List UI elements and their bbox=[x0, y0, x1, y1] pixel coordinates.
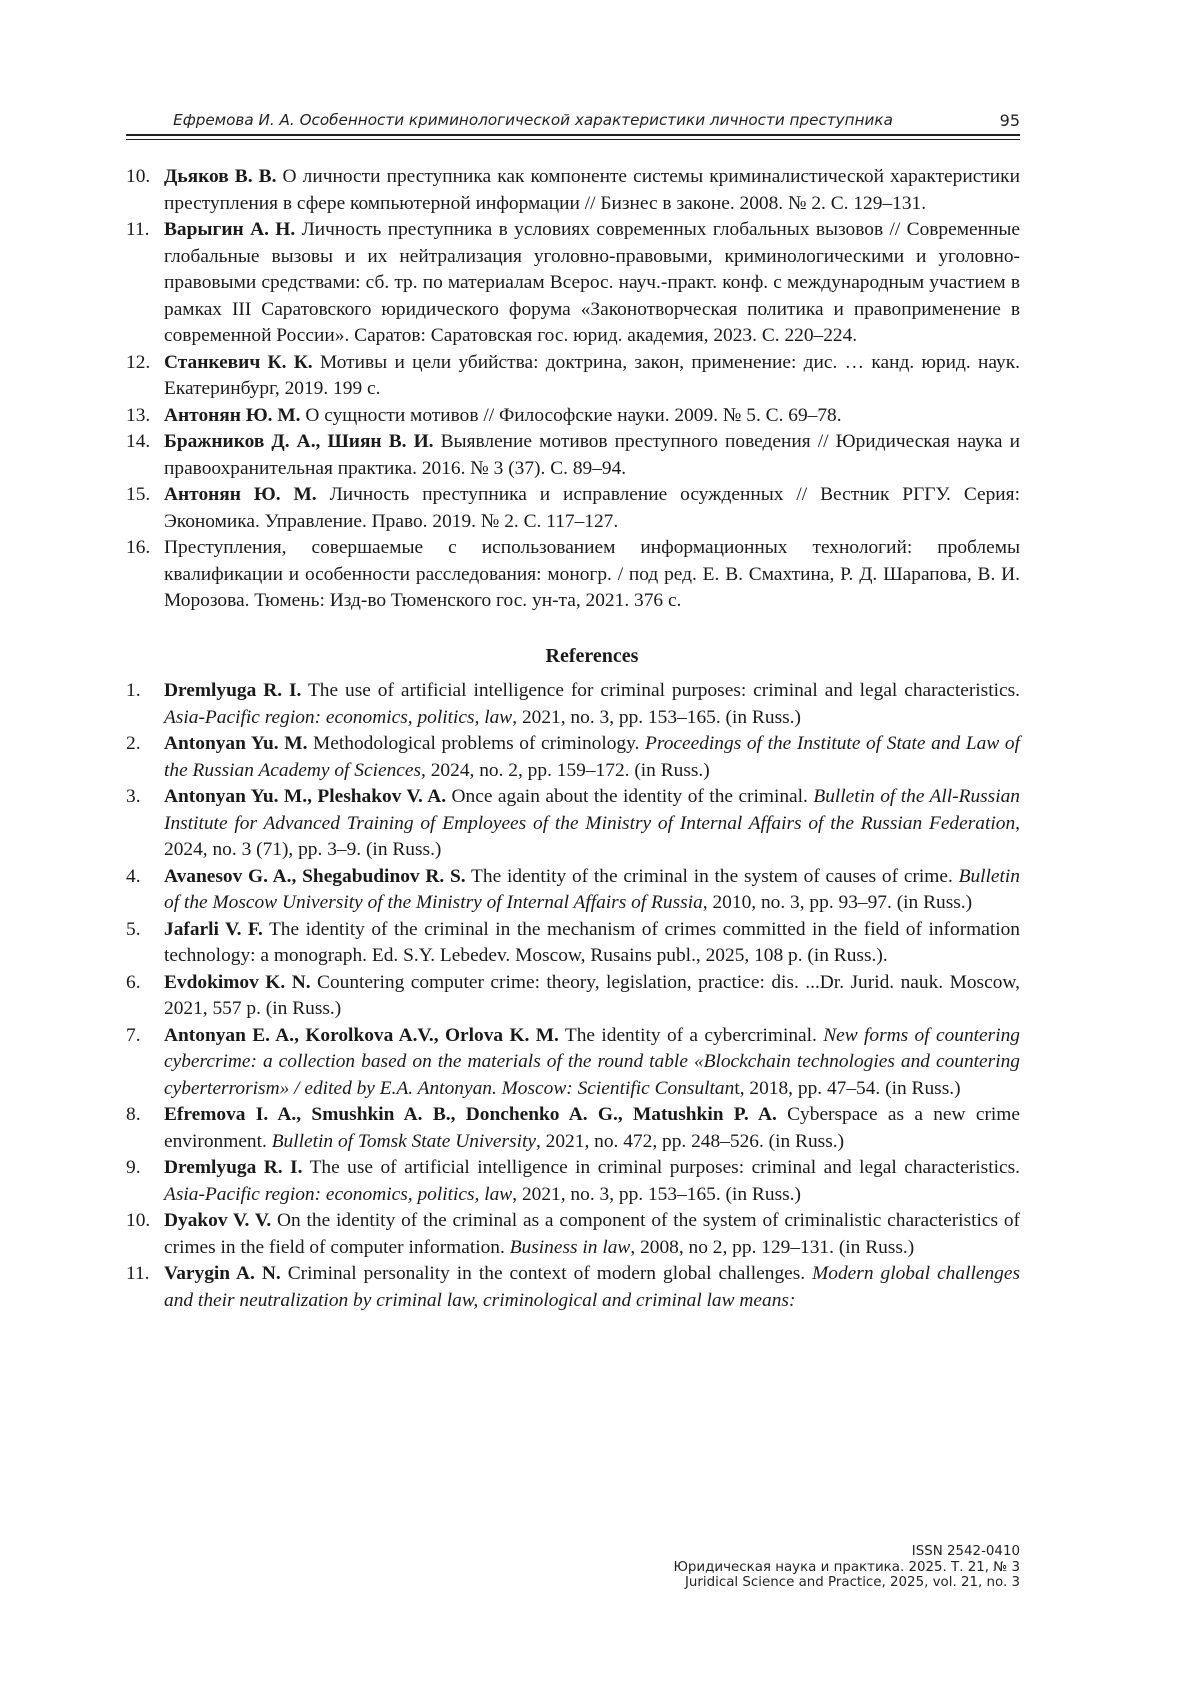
english-reference-item bbox=[126, 678, 1020, 731]
reference-authors: Antonyan E. A., Korolkova A.V., Orlova K. M. bbox=[164, 1024, 559, 1046]
reference-authors: Станкевич К. К. bbox=[164, 351, 313, 373]
reference-text: Преступления, совершаемые с использованием информационных технологий: проблемы квалификации и особенности расследования: моногр. / под ред. Е. В. Смахтина, Р. Д. Шарапова, В. И. Морозова. Тюмень: Изд-во Тюменского гос. ун-та, 2021. 376 с. bbox=[164, 537, 1020, 611]
reference-authors: Varygin A. N. bbox=[164, 1263, 281, 1284]
english-reference-item bbox=[126, 917, 1020, 970]
reference-authors: Варыгин А. Н. bbox=[164, 219, 296, 240]
reference-number: 14. bbox=[126, 431, 151, 452]
reference-text: О личности преступника как компоненте системы криминалистической характеристики преступления в сфере компьютерной информации // Бизнес в законе. 2008. № 2. С. 129–131. bbox=[164, 166, 1020, 214]
russian-reference-list bbox=[126, 164, 1020, 615]
reference-number: 4. bbox=[126, 865, 141, 887]
references-body bbox=[126, 164, 1020, 1314]
running-head bbox=[126, 111, 1020, 133]
reference-text: t, 2018, pp. 47–54. (in Russ.) bbox=[734, 1077, 961, 1099]
reference-text: The identity of the criminal in the system of causes of crime. bbox=[465, 865, 959, 887]
english-reference-list bbox=[126, 678, 1020, 1314]
reference-text: The use of artificial intelligence in criminal purposes: criminal and legal characteristics. bbox=[302, 1157, 1020, 1178]
reference-number: 11. bbox=[126, 219, 150, 240]
english-reference-item bbox=[126, 864, 1020, 917]
reference-text: , 2024, no. 2, pp. 159–172. (in Russ.) bbox=[421, 759, 710, 781]
english-reference-item bbox=[126, 731, 1020, 784]
reference-authors: Efremova I. A., Smushkin A. B., Donchenko A. G., Matushkin P. A. bbox=[164, 1104, 777, 1125]
reference-text: , 2021, no. 3, pp. 153–165. (in Russ.) bbox=[512, 1183, 801, 1205]
reference-number: 6. bbox=[126, 971, 141, 993]
reference-source: Bulletin of the Moscow University of the Ministry of Internal Affairs of Russia bbox=[164, 865, 1020, 913]
reference-number: 8. bbox=[126, 1104, 141, 1125]
reference-text: , 2008, no 2, pp. 129–131. (in Russ.) bbox=[630, 1236, 915, 1258]
reference-authors: Dyakov V. V. bbox=[164, 1210, 272, 1231]
footer-citation-ru: Юридическая наука и практика. 2025. Т. 21, № 3 bbox=[673, 1559, 1020, 1575]
reference-text: , 2021, no. 472, pp. 248–526. (in Russ.) bbox=[535, 1130, 845, 1152]
english-reference-item bbox=[126, 1208, 1020, 1261]
reference-number: 2. bbox=[126, 733, 141, 754]
footer-citation-en: Juridical Science and Practice, 2025, vol. 21, no. 3 bbox=[684, 1575, 1020, 1590]
reference-source: Business in law bbox=[509, 1236, 631, 1258]
reference-source: Bulletin of the All-Russian Institute for Advanced Training of Employees of the Ministry of Internal Affairs of the Russian Federation bbox=[164, 786, 1021, 834]
reference-number: 16. bbox=[126, 537, 151, 558]
english-reference-item bbox=[126, 1155, 1020, 1208]
reference-number: 13. bbox=[126, 404, 151, 426]
header-rule-thin bbox=[126, 139, 1020, 140]
reference-authors: Avanesov G. A., Shegabudinov R. S. bbox=[164, 865, 466, 887]
russian-reference-item bbox=[126, 429, 1020, 482]
english-reference-item bbox=[126, 1102, 1020, 1155]
reference-number: 11. bbox=[126, 1263, 150, 1284]
reference-authors: Антонян Ю. М. bbox=[164, 404, 301, 426]
reference-text: О сущности мотивов // Философские науки. 2009. № 5. С. 69–78. bbox=[300, 404, 842, 426]
russian-reference-item bbox=[126, 217, 1020, 350]
reference-number: 10. bbox=[126, 1210, 151, 1231]
page-number: 95 bbox=[999, 111, 1020, 130]
reference-source: Modern global challenges and their neutralization by criminal law, criminological and criminal law means: bbox=[164, 1263, 1020, 1311]
reference-source: Bulletin of Tomsk State University bbox=[271, 1130, 536, 1152]
reference-authors: Antonyan Yu. M., Pleshakov V. A. bbox=[164, 786, 447, 807]
russian-reference-item bbox=[126, 164, 1020, 217]
running-head-title: Ефремова И. А. Особенности криминологической характеристики личности преступника bbox=[173, 111, 893, 129]
reference-text: , 2021, no. 3, pp. 153–165. (in Russ.) bbox=[512, 706, 801, 728]
reference-text: The identity of a cybercriminal. bbox=[558, 1024, 824, 1046]
reference-text: , 2024, no. 3 (71), pp. 3–9. (in Russ.) bbox=[164, 812, 1020, 860]
references-heading: References bbox=[545, 644, 639, 667]
reference-source: Asia-Pacific region: economics, politics, law bbox=[164, 706, 513, 728]
reference-source: New forms of countering cybercrime: a collection based on the materials of the round table «Blockchain technologies and countering cyberterrorism» / edited by E.A. Antonyan. Moscow: Scientific Consultan bbox=[164, 1024, 1020, 1099]
reference-source: Proceedings of the Institute of State and Law of the Russian Academy of Sciences bbox=[164, 733, 1020, 781]
reference-authors: Antonyan Yu. M. bbox=[164, 733, 308, 754]
reference-authors: Evdokimov K. N. bbox=[164, 971, 311, 993]
reference-text: Личность преступника в условиях современных глобальных вызовов // Современные глобальные вызовы и их нейтрализация уголовно-правовыми, криминологическими и уголовно-правовыми средствами: сб. тр. по материалам Всерос. науч.-практ. конф. с международным участием в рамках III Саратовского юридического форума «Законотворческая политика и правоприменение в современной России». Саратов: Саратовская гос. юрид. академия, 2023. С. 220–224. bbox=[164, 219, 1020, 346]
reference-text: On the identity of the criminal as a component of the system of criminalistic characteristics of crimes in the field of computer information. bbox=[164, 1210, 1021, 1258]
reference-authors: Бражников Д. А., Шиян В. И. bbox=[164, 431, 434, 452]
reference-number: 7. bbox=[126, 1024, 141, 1046]
english-reference-item bbox=[126, 1023, 1020, 1103]
reference-number: 9. bbox=[126, 1157, 141, 1178]
russian-reference-item bbox=[126, 350, 1020, 403]
russian-reference-item bbox=[126, 482, 1020, 535]
reference-text: The identity of the criminal in the mechanism of crimes committed in the field of information technology: a monograph. Ed. S.Y. Lebedev. Moscow, Rusains publ., 2025, 108 p. (in Russ.). bbox=[164, 918, 1020, 966]
reference-text: Мотивы и цели убийства: доктрина, закон, применение: дис. … канд. юрид. наук. Екатеринбург, 2019. 199 с. bbox=[164, 351, 1020, 399]
reference-number: 3. bbox=[126, 786, 141, 807]
reference-authors: Dremlyuga R. I. bbox=[164, 680, 302, 701]
russian-reference-item bbox=[126, 403, 1020, 430]
reference-number: 5. bbox=[126, 918, 141, 940]
reference-text: Личность преступника и исправление осужденных // Вестник РГГУ. Серия: Экономика. Управление. Право. 2019. № 2. С. 117–127. bbox=[164, 484, 1020, 532]
reference-text: Выявление мотивов преступного поведения // Юридическая наука и правоохранительная практика. 2016. № 3 (37). С. 89–94. bbox=[164, 431, 1020, 479]
english-reference-item bbox=[126, 1261, 1020, 1314]
russian-reference-item bbox=[126, 535, 1020, 615]
reference-authors: Дьяков В. В. bbox=[164, 166, 277, 187]
reference-number: 12. bbox=[126, 351, 151, 373]
reference-source: Asia-Pacific region: economics, politics, law bbox=[164, 1183, 513, 1205]
reference-number: 15. bbox=[126, 484, 151, 505]
english-reference-item bbox=[126, 784, 1020, 864]
header-rule-thick bbox=[126, 134, 1020, 136]
reference-number: 10. bbox=[126, 166, 151, 187]
reference-text: Criminal personality in the context of modern global challenges. bbox=[280, 1263, 813, 1284]
english-reference-item bbox=[126, 970, 1020, 1023]
journal-footer bbox=[673, 1544, 1020, 1591]
reference-text: The use of artificial intelligence for criminal purposes: criminal and legal characteristics. bbox=[301, 680, 1020, 701]
reference-text: Once again about the identity of the criminal. bbox=[446, 786, 814, 807]
reference-number: 1. bbox=[126, 680, 141, 701]
reference-authors: Антонян Ю. М. bbox=[164, 484, 317, 505]
reference-text: , 2010, no. 3, pp. 93–97. (in Russ.) bbox=[702, 892, 973, 913]
reference-text: Methodological problems of criminology. bbox=[307, 733, 646, 754]
reference-authors: Jafarli V. F. bbox=[164, 918, 263, 940]
reference-text: Countering computer crime: theory, legislation, practice: dis. ...Dr. Jurid. nauk. Moscow, 2021, 557 p. (in Russ.) bbox=[164, 971, 1020, 1019]
reference-text: Cyberspace as a new crime environment. bbox=[164, 1104, 1020, 1152]
reference-authors: Dremlyuga R. I. bbox=[164, 1157, 303, 1178]
footer-issn: ISSN 2542-0410 bbox=[911, 1544, 1020, 1559]
